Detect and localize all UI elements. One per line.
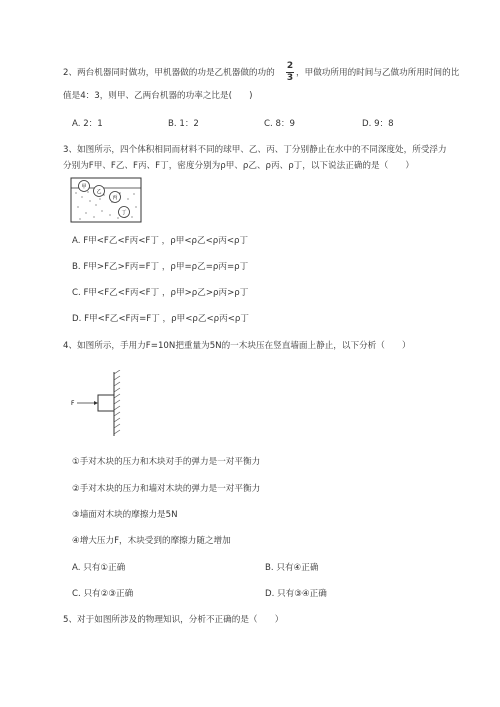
q3-text-line2: 分别为F甲、F乙、F丙、F丁，密度分别为ρ甲、ρ乙、ρ丙、ρ丁，以下说法正确的是（ ） — [63, 161, 414, 171]
ball-ding-label: 丁 — [121, 210, 127, 216]
q2-text-line2: 值是4：3，则甲、乙两台机器的功率之比是( ) — [63, 91, 253, 101]
q2-text-line1b: ，甲做功所用的时间与乙做功所用时间的比 — [296, 68, 460, 78]
wall-block-figure — [68, 370, 128, 438]
ball-yi-label: 乙 — [96, 189, 102, 195]
q3-text-line1: 3、如图所示，四个体积相同而材料不同的球甲、乙、丙、丁分别静止在水中的不同深度处，所受浮力 — [63, 145, 447, 155]
q3-option-b[interactable]: B. F甲>F乙>F丙=F丁 ，ρ甲=ρ乙=ρ丙=ρ丁 — [72, 262, 249, 272]
q4-option-b[interactable]: B. 只有④正确 — [265, 563, 319, 573]
force-label: F — [71, 400, 75, 407]
q2-fraction-denominator: 3 — [286, 73, 294, 83]
q5-text-line1: 5、对于如图所涉及的物理知识，分析不正确的是（ ） — [63, 615, 284, 625]
ball-jia-label: 甲 — [81, 184, 87, 190]
q4-statement-1: ①手对木块的压力和木块对手的弹力是一对平衡力 — [72, 457, 261, 467]
wall-hatching — [114, 370, 120, 434]
q3-option-a[interactable]: A. F甲<F乙<F丙<F丁 ，ρ甲<ρ乙<ρ丙<ρ丁 — [72, 236, 249, 246]
q3-option-d[interactable]: D. F甲<F乙<F丙=F丁 ，ρ甲<ρ乙<ρ丙<ρ丁 — [72, 314, 249, 324]
q2-option-a[interactable]: A. 2：1 — [72, 119, 103, 129]
q4-text-line1: 4、如图所示，手用力F=10N把重量为5N的一木块压在竖直墙面上静止，以下分析（ ） — [63, 341, 411, 351]
ball-bing-label: 丙 — [112, 195, 118, 201]
water-tank-figure — [70, 177, 142, 223]
q2-text-line1a: 2、两台机器同时做功，甲机器做的功是乙机器做的功的 — [63, 68, 275, 78]
q4-statement-3: ③墙面对木块的摩擦力是5N — [72, 510, 178, 520]
q4-option-d[interactable]: D. 只有③④正确 — [265, 589, 327, 599]
q4-statement-2: ②手对木块的压力和墙对木块的弹力是一对平衡力 — [72, 484, 261, 494]
q2-option-d[interactable]: D. 9：8 — [362, 119, 394, 129]
force-arrowhead — [94, 401, 98, 405]
q4-option-c[interactable]: C. 只有②③正确 — [72, 589, 134, 599]
q3-option-c[interactable]: C. F甲<F乙<F丙<F丁 ，ρ甲>ρ乙>ρ丙>ρ丁 — [72, 288, 249, 298]
wood-block — [98, 395, 114, 411]
q2-option-c[interactable]: C. 8：9 — [264, 119, 295, 129]
q4-statement-4: ④增大压力F，木块受到的摩擦力随之增加 — [72, 536, 231, 546]
q2-fraction-numerator: 2 — [286, 61, 294, 71]
q4-option-a[interactable]: A. 只有①正确 — [72, 563, 126, 573]
q2-option-b[interactable]: B. 1：2 — [168, 119, 199, 129]
